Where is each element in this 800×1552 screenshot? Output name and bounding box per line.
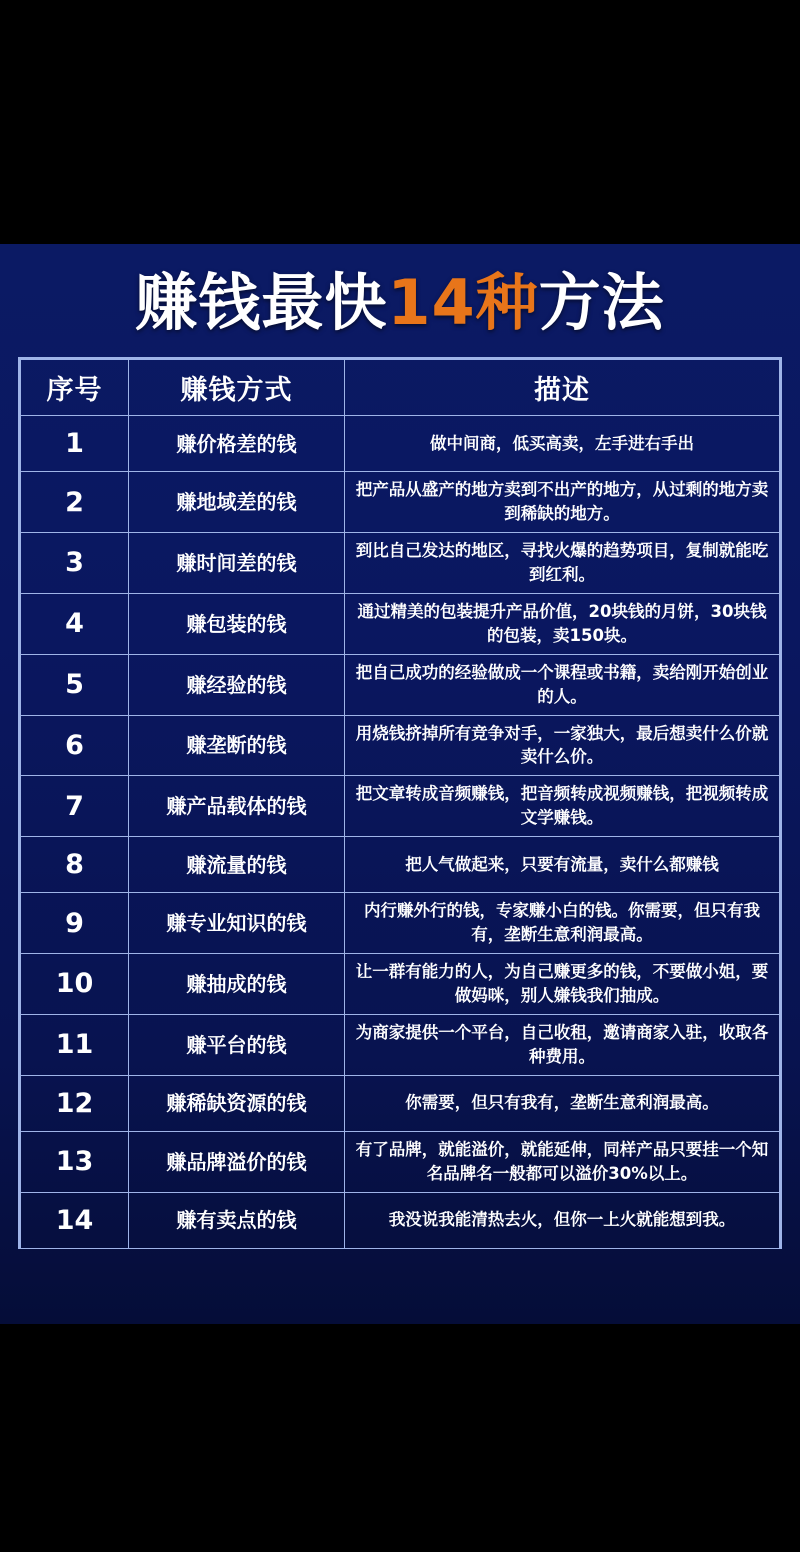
table-row	[21, 893, 780, 954]
cell-index: 13	[21, 1131, 129, 1192]
title-suffix: 方法	[538, 266, 665, 339]
page-title	[0, 244, 800, 339]
cell-method: 赚价格差的钱	[129, 416, 345, 472]
table-row	[21, 954, 780, 1015]
table-row	[21, 472, 780, 533]
cell-description: 你需要，但只有我有，垄断生意利润最高。	[345, 1075, 780, 1131]
cell-index: 4	[21, 593, 129, 654]
cell-description: 把产品从盛产的地方卖到不出产的地方，从过剩的地方卖到稀缺的地方。	[345, 472, 780, 533]
cell-method: 赚平台的钱	[129, 1014, 345, 1075]
table-row	[21, 416, 780, 472]
table-row	[21, 837, 780, 893]
table-row	[21, 715, 780, 776]
cell-method: 赚包装的钱	[129, 593, 345, 654]
cell-description: 为商家提供一个平台，自己收租，邀请商家入驻，收取各种费用。	[345, 1014, 780, 1075]
cell-index: 11	[21, 1014, 129, 1075]
cell-index: 3	[21, 533, 129, 594]
cell-description: 把文章转成音频赚钱，把音频转成视频赚钱，把视频转成文学赚钱。	[345, 776, 780, 837]
column-header-description: 描述	[345, 360, 780, 416]
cell-description: 做中间商，低买高卖，左手进右手出	[345, 416, 780, 472]
table-row	[21, 1014, 780, 1075]
table-row	[21, 776, 780, 837]
poster-card	[0, 244, 800, 1324]
table-header-row	[21, 360, 780, 416]
title-accent: 14种	[387, 266, 539, 339]
cell-description: 用烧钱挤掉所有竞争对手，一家独大，最后想卖什么价就卖什么价。	[345, 715, 780, 776]
table-row	[21, 1131, 780, 1192]
cell-description: 通过精美的包装提升产品价值，20块钱的月饼，30块钱的包装，卖150块。	[345, 593, 780, 654]
table-row	[21, 654, 780, 715]
cell-method: 赚垄断的钱	[129, 715, 345, 776]
cell-method: 赚专业知识的钱	[129, 893, 345, 954]
methods-table	[20, 359, 780, 1248]
cell-index: 10	[21, 954, 129, 1015]
methods-table-container	[18, 357, 782, 1248]
cell-description: 把人气做起来，只要有流量，卖什么都赚钱	[345, 837, 780, 893]
cell-method: 赚产品载体的钱	[129, 776, 345, 837]
cell-method: 赚稀缺资源的钱	[129, 1075, 345, 1131]
title-prefix: 赚钱最快	[135, 266, 388, 339]
cell-method: 赚品牌溢价的钱	[129, 1131, 345, 1192]
cell-method: 赚时间差的钱	[129, 533, 345, 594]
table-row	[21, 1192, 780, 1248]
table-body	[21, 416, 780, 1248]
cell-index: 2	[21, 472, 129, 533]
cell-method: 赚地域差的钱	[129, 472, 345, 533]
cell-description: 到比自己发达的地区，寻找火爆的趋势项目，复制就能吃到红利。	[345, 533, 780, 594]
cell-index: 8	[21, 837, 129, 893]
cell-method: 赚抽成的钱	[129, 954, 345, 1015]
table-row	[21, 1075, 780, 1131]
cell-index: 6	[21, 715, 129, 776]
cell-index: 12	[21, 1075, 129, 1131]
cell-index: 9	[21, 893, 129, 954]
table-row	[21, 593, 780, 654]
cell-description: 我没说我能清热去火，但你一上火就能想到我。	[345, 1192, 780, 1248]
column-header-index: 序号	[21, 360, 129, 416]
table-row	[21, 533, 780, 594]
cell-index: 7	[21, 776, 129, 837]
cell-description: 把自己成功的经验做成一个课程或书籍，卖给刚开始创业的人。	[345, 654, 780, 715]
cell-index: 1	[21, 416, 129, 472]
cell-index: 5	[21, 654, 129, 715]
cell-method: 赚流量的钱	[129, 837, 345, 893]
cell-description: 有了品牌，就能溢价，就能延伸，同样产品只要挂一个知名品牌名一般都可以溢价30%以上。	[345, 1131, 780, 1192]
cell-method: 赚有卖点的钱	[129, 1192, 345, 1248]
cell-index: 14	[21, 1192, 129, 1248]
cell-description: 内行赚外行的钱，专家赚小白的钱。你需要，但只有我有，垄断生意利润最高。	[345, 893, 780, 954]
column-header-method: 赚钱方式	[129, 360, 345, 416]
cell-description: 让一群有能力的人，为自己赚更多的钱，不要做小姐，要做妈咪，别人嫌钱我们抽成。	[345, 954, 780, 1015]
cell-method: 赚经验的钱	[129, 654, 345, 715]
